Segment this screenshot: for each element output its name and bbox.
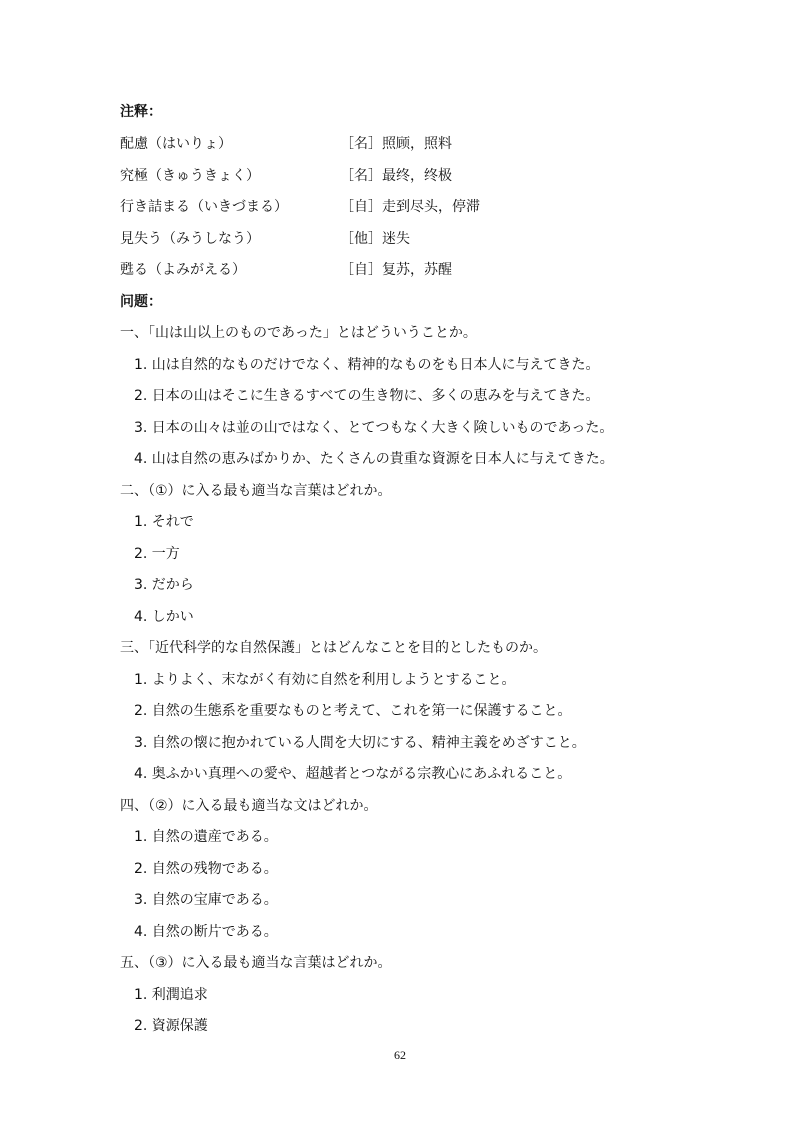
note-term: 究極（きゅうきょく）	[120, 168, 260, 184]
note-definition: ［自］复苏，苏醒	[340, 262, 452, 278]
note-term: 行き詰まる（いきづまる）	[120, 199, 288, 215]
questions-heading: 问题：	[120, 294, 162, 310]
answer-option: 4. しかい	[134, 609, 194, 625]
answer-option: 2. 日本の山はそこに生きるすべての生き物に、多くの恵みを与えてきた。	[134, 388, 600, 404]
answer-option: 2. 資源保護	[134, 1018, 208, 1034]
page-number: 62	[394, 1048, 406, 1062]
note-definition: ［名］最终，终极	[340, 168, 452, 184]
answer-option: 3. 自然の宝庫である。	[134, 892, 278, 908]
answer-option: 4. 奥ふかい真理への愛や、超越者とつながる宗教心にあふれること。	[134, 766, 572, 782]
question-text: 一、「山は山以上のものであった」とはどういうことか。	[120, 325, 477, 341]
answer-option: 3. 日本の山々は並の山ではなく、とてつもなく大きく険しいものであった。	[134, 420, 614, 436]
question-text: 五、（③）に入る最も適当な言葉はどれか。	[120, 955, 392, 971]
answer-option: 1. それで	[134, 514, 194, 530]
answer-option: 1. 利潤追求	[134, 987, 208, 1003]
note-term: 配慮（はいりょ）	[120, 136, 232, 152]
answer-option: 4. 自然の断片である。	[134, 924, 278, 940]
note-term: 甦る（よみがえる）	[120, 262, 246, 278]
answer-option: 2. 一方	[134, 546, 180, 562]
note-definition: ［自］走到尽头，停滞	[340, 199, 480, 215]
answer-option: 1. 自然の遺産である。	[134, 829, 278, 845]
answer-option: 3. だから	[134, 577, 194, 593]
question-text: 二、（①）に入る最も適当な言葉はどれか。	[120, 483, 392, 499]
answer-option: 1. よりよく、末ながく有効に自然を利用しようとすること。	[134, 672, 516, 688]
notes-heading: 注释：	[120, 104, 162, 120]
note-definition: ［名］照顾，照料	[340, 136, 452, 152]
note-term: 見失う（みうしなう）	[120, 231, 260, 247]
answer-option: 4. 山は自然の恵みばかりか、たくさんの貴重な資源を日本人に与えてきた。	[134, 451, 614, 467]
answer-option: 2. 自然の残物である。	[134, 861, 278, 877]
answer-option: 1. 山は自然的なものだけでなく、精神的なものをも日本人に与えてきた。	[134, 357, 600, 373]
answer-option: 2. 自然の生態系を重要なものと考えて、これを第一に保護すること。	[134, 703, 572, 719]
question-text: 三、「近代科学的な自然保護」とはどんなことを目的としたものか。	[120, 640, 547, 656]
question-text: 四、（②）に入る最も適当な文はどれか。	[120, 798, 378, 814]
note-definition: ［他］迷失	[340, 231, 410, 247]
answer-option: 3. 自然の懐に抱かれている人間を大切にする、精神主義をめざすこと。	[134, 735, 586, 751]
